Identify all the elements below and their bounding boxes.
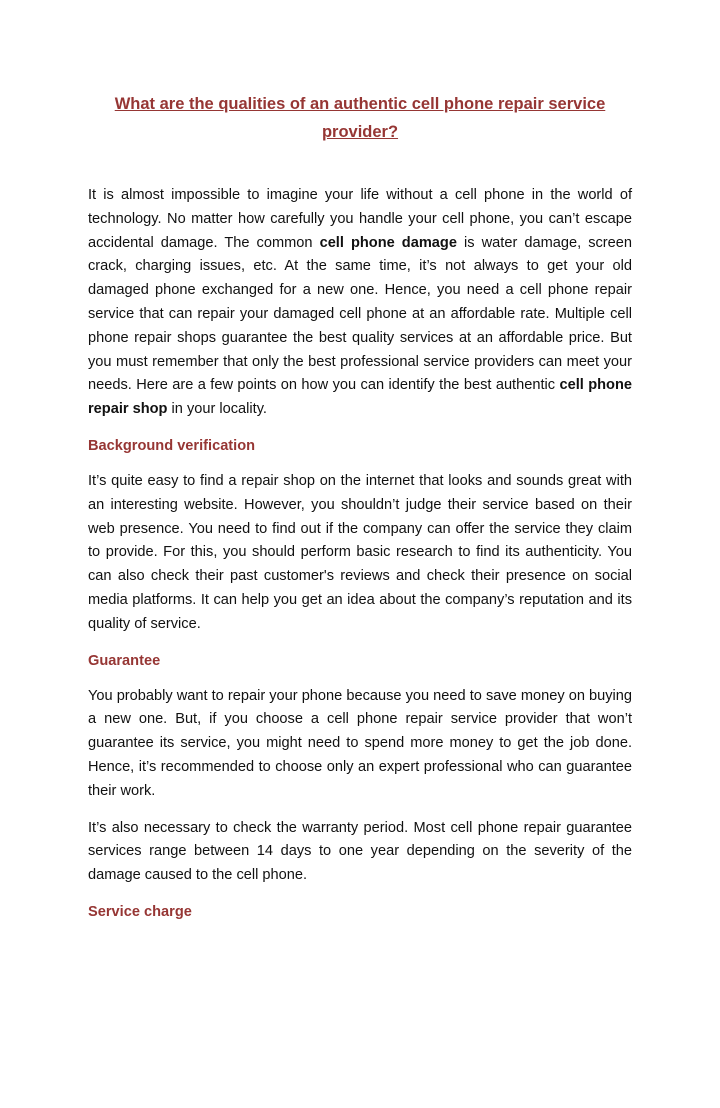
bold-phrase-cell-phone-damage: cell phone damage (319, 234, 457, 251)
guarantee-paragraph-1: You probably want to repair your phone because you need to save money on buying a new one. But, if you choose a cell phone repair service provider that won’t guarantee its service, you might need to spend more money to get the job done. Hence, it’s recommended to choose only an expert professional who can guarantee their work. (88, 687, 632, 799)
document-page (0, 90, 720, 1108)
guarantee-paragraph-2: It’s also necessary to check the warranty period. Most cell phone repair guarantee services range between 14 days to one year depending on the severity of the damage caused to the cell phone. (88, 819, 632, 884)
intro-paragraph (88, 184, 632, 422)
intro-text-1: It is almost impossible to imagine your life without a cell phone in the world of technology. No matter how carefully you handle your cell phone, you can’t escape accidental damage. The common (88, 187, 632, 251)
section-heading-guarantee: Guarantee (88, 652, 161, 669)
intro-text-2: is water damage, screen crack, charging issues, etc. At the same time, it’s not always to get your old damaged phone exchanged for a new one. Hence, you need a cell phone repair service that can repair your damaged cell phone at an affordable rate. Multiple cell phone repair shops guarantee the best quality services at an affordable price. But you must remember that only the best professional service providers can meet your needs. Here are a few points on how you can identify the best authentic (88, 234, 633, 394)
background-paragraph: It’s quite easy to find a repair shop on the internet that looks and sounds great with an interesting website. However, you shouldn’t judge their service based on their web presence. You need to find out if the company can offer the service they claim to provide. For this, you should perform basic research to find its authenticity. You can also check their past customer's reviews and check their presence on social media platforms. It can help you get an idea about the company’s reputation and its quality of service. (88, 472, 632, 632)
bold-phrase-cell-phone-repair-shop: cell phone repair shop (88, 377, 632, 418)
section-heading-background-verification: Background verification (88, 437, 256, 454)
intro-text-3: in your locality. (167, 401, 267, 418)
document-title: What are the qualities of an authentic cell phone repair service provider? (114, 95, 606, 141)
section-heading-service-charge: Service charge (88, 903, 192, 920)
